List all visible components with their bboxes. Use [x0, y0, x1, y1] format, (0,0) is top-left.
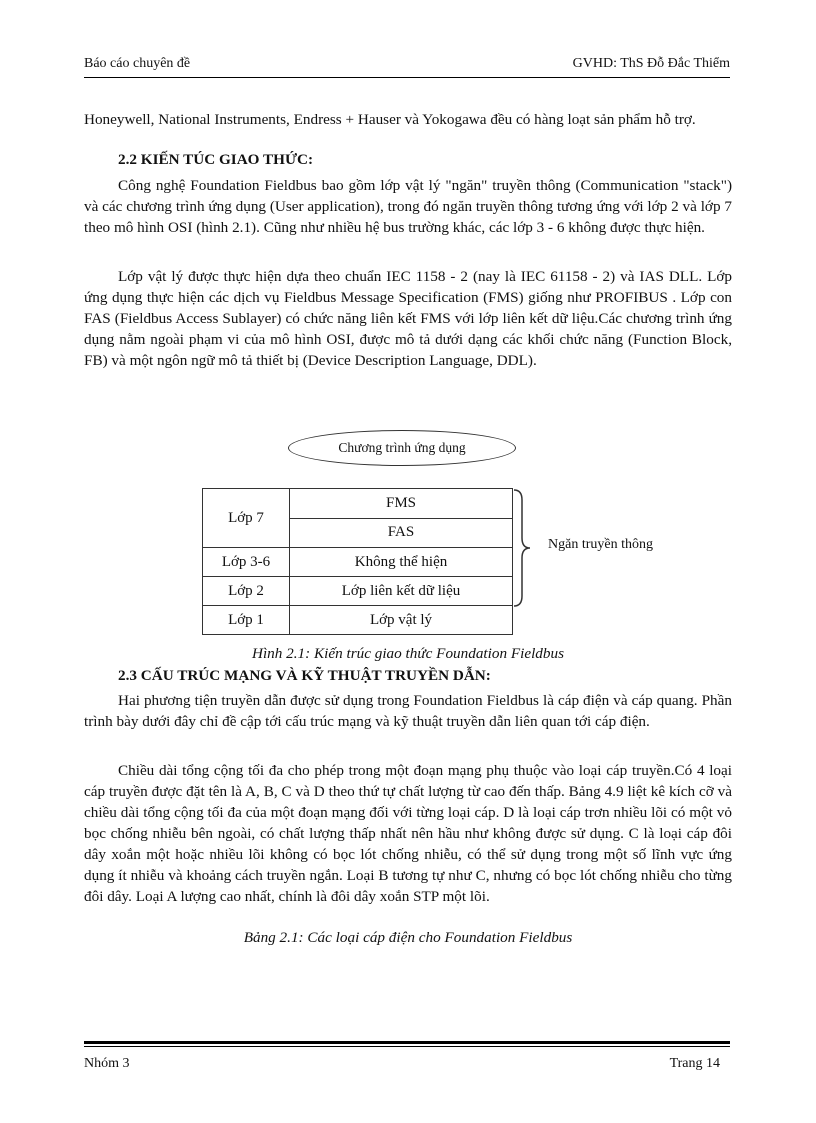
- not-implemented-cell: Không thể hiện: [290, 548, 513, 577]
- layer-1-cell: Lớp 1: [203, 606, 290, 635]
- paragraph-text: Hai phương tiện truyền dẫn được sử dụng trong Foundation Fieldbus là cáp điện và cáp quang. Phần trình bày dưới đây chỉ đề cập tới cấu trúc mạng và kỹ thuật truyền dẫn liên quan tới cáp điện.: [84, 692, 732, 730]
- table-row: [203, 489, 513, 519]
- section-heading-2-2: 2.2 KIẾN TÚC GIAO THỨC:: [118, 151, 314, 168]
- table-caption: Bảng 2.1: Các loại cáp điện cho Foundation Fieldbus: [243, 929, 573, 946]
- section-heading-2-3: 2.3 CẤU TRÚC MẠNG VÀ KỸ THUẬT TRUYỀN DẪN:: [118, 667, 491, 684]
- footer-rule-thick: [84, 1041, 730, 1044]
- layer-3-6-cell: Lớp 3-6: [203, 548, 290, 577]
- user-application-oval: Chương trình ứng dụng: [288, 430, 516, 466]
- paragraph-media: [84, 690, 732, 732]
- page-footer: [84, 1052, 730, 1076]
- paragraph-cable-types: [84, 760, 732, 907]
- figure-caption: Hình 2.1: Kiến trúc giao thức Foundation Fieldbus: [251, 645, 564, 662]
- layer-table: [202, 488, 513, 635]
- page-number: Trang 14: [669, 1056, 720, 1071]
- header-instructor: GVHD: ThS Đỗ Đắc Thiểm: [572, 56, 730, 71]
- header-title: Báo cáo chuyên đề: [84, 56, 191, 71]
- paragraph-text: Lớp vật lý được thực hiện dựa theo chuẩn IEC 1158 - 2 (nay là IEC 61158 - 2) và IAS DLL. Lớp ứng dụng thực hiện các dịch vụ Fieldbus Message Specification (FMS) giống như PROFIBUS . Lớp con FAS (Fieldbus Access Sublayer) có chức năng liên kết FMS với lớp liên kết dữ liệu.Các chương trình ứng dụng nằm ngoài phạm vi của mô hình OSI, được mô tả dưới dạng các khối chức năng (Function Block, FB) và một ngôn ngữ mô tả thiết bị (Device Description Language, DDL).: [84, 268, 732, 369]
- fms-cell: FMS: [290, 489, 513, 519]
- header-rule: [84, 77, 730, 78]
- layer-7-cell: Lớp 7: [203, 489, 290, 548]
- paragraph-text: Chiều dài tổng cộng tối đa cho phép trong một đoạn mạng phụ thuộc vào loại cáp truyền.Có 4 loại cáp truyền được đặt tên là A, B, C và D theo thứ tự chất lượng từ cao đến thấp. Bảng 4.9 liệt kê kích cỡ và chiều dài tổng cộng tối đa của một đoạn mạng đối với từng loại cáp. D là loại cáp trơn nhiều lõi có một vỏ bọc chống nhiễu bên ngoài, có chất lượng thấp nhất nên hầu như không được sử dụng. C là loại cáp đôi dây xoắn một hoặc nhiều lõi không có bọc lót chống nhiễu, có thể sử dụng trong một số lĩnh vực ứng dụng ít nhiễu và khoảng cách truyền ngắn. Loại B tương tự như C, nhưng có bọc lót chống nhiễu cho từng đôi dây. Loại A lượng cao nhất, chính là đôi dây xoắn STP một lõi.: [84, 762, 732, 905]
- paragraph-text: Honeywell, National Instruments, Endress + Hauser và Yokogawa đều có hàng loạt sản phẩm hỗ trợ.: [84, 111, 696, 128]
- table-row: [203, 577, 513, 606]
- page-header: [84, 52, 730, 76]
- physical-layer-cell: Lớp vật lý: [290, 606, 513, 635]
- intro-paragraph: [84, 109, 732, 130]
- layer-2-cell: Lớp 2: [203, 577, 290, 606]
- footer-group: Nhóm 3: [84, 1056, 130, 1071]
- paragraph-communication-stack: [84, 175, 732, 238]
- paragraph-layers: [84, 266, 732, 371]
- data-link-cell: Lớp liên kết dữ liệu: [290, 577, 513, 606]
- table-row: [203, 548, 513, 577]
- right-brace-icon: [512, 488, 542, 608]
- table-row: [203, 606, 513, 635]
- paragraph-text: Công nghệ Foundation Fieldbus bao gồm lớp vật lý "ngăn" truyền thông (Communication "stack") và các chương trình ứng dụng (User application), trong đó ngăn truyền thông tương ứng với lớp 2 và lớp 7 theo mô hình OSI (hình 2.1). Cũng như nhiều hệ bus trường khác, các lớp 3 - 6 không được thực hiện.: [84, 177, 732, 236]
- footer-rule-thin: [84, 1046, 730, 1047]
- communication-stack-label: Ngăn truyền thông: [548, 537, 653, 552]
- fas-cell: FAS: [290, 518, 513, 548]
